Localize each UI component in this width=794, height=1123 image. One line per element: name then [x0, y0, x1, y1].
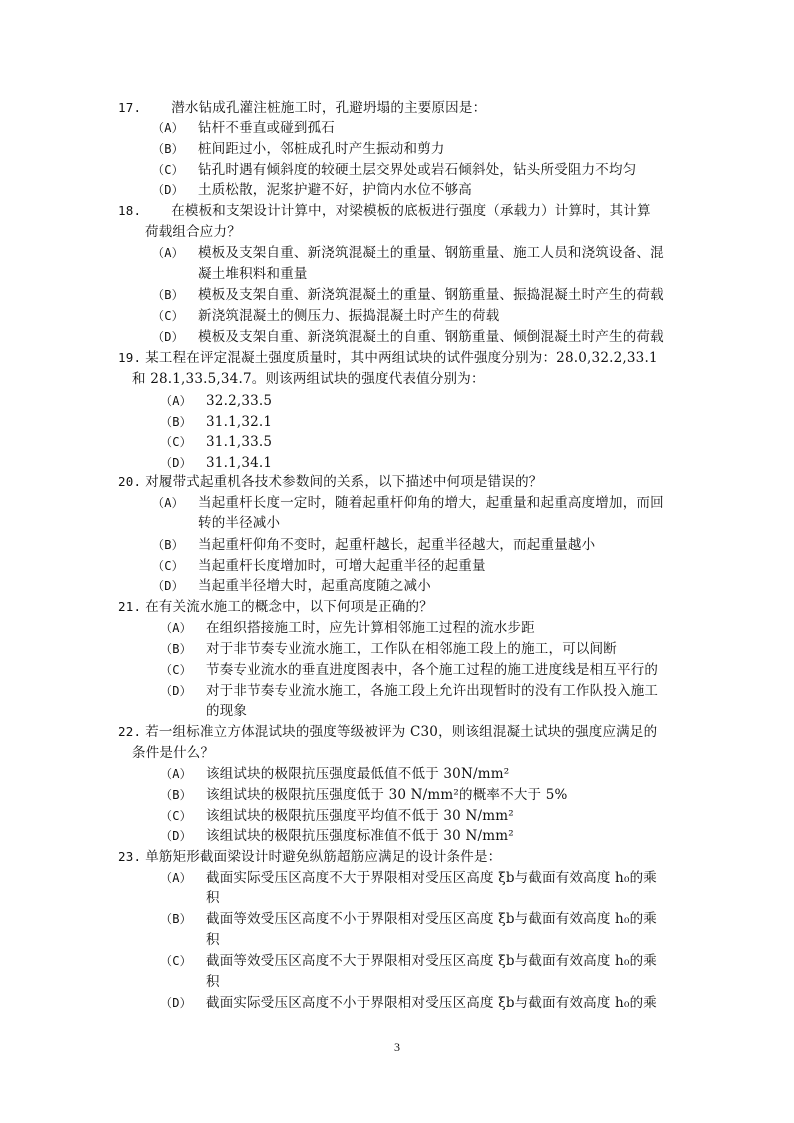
- option-text: 新浇筑混凝土的侧压力、振捣混凝土时产生的荷载: [198, 308, 500, 324]
- option-text: 32.2,33.5: [206, 393, 273, 409]
- option-label: （D）: [160, 829, 192, 843]
- question-number: 20.: [118, 474, 142, 489]
- option-label: （D）: [152, 183, 184, 197]
- option-text: 截面实际受压区高度不小于界限相对受压区高度 ξb与截面有效高度 h₀的乘: [206, 995, 657, 1011]
- option-text: 对于非节奏专业流水施工，各施工段上允许出现暂时的没有工作队投入施工: [206, 683, 659, 699]
- question-22-line-2: [132, 743, 214, 763]
- q23-option-b-line-2: [206, 930, 220, 950]
- q22-option-b: [160, 785, 568, 805]
- q19-option-b: [160, 412, 272, 432]
- option-label: （D）: [160, 996, 192, 1010]
- question-text: 某工程在评定混凝土强度质量时，其中两组试块的试件强度分别为：28.0,32.2,33.1: [145, 350, 658, 366]
- option-text: 该组试块的极限抗压强度低于 30 N/mm²的概率不大于 5%: [206, 787, 568, 803]
- question-22-line-1: [118, 722, 657, 742]
- option-label: （C）: [160, 435, 192, 449]
- question-17-line-1: [118, 98, 486, 118]
- option-text: 该组试块的极限抗压强度最低值不低于 30N/mm²: [206, 766, 510, 782]
- question-text: 对履带式起重机各技术参数间的关系，以下描述中何项是错误的？: [145, 474, 543, 490]
- option-text: 积: [206, 974, 220, 990]
- option-text: 节奏专业流水的垂直进度图表中，各个施工过程的施工进度线是相互平行的: [206, 662, 659, 678]
- option-label: （A）: [160, 621, 192, 635]
- option-label: （C）: [152, 559, 184, 573]
- option-label: （D）: [152, 579, 184, 593]
- option-label: （D）: [152, 330, 184, 344]
- option-text: 转的半径减小: [198, 515, 281, 531]
- q20-option-a: [152, 493, 664, 513]
- option-label: （D）: [160, 684, 192, 698]
- q23-option-d: [160, 993, 657, 1013]
- option-label: （B）: [152, 142, 184, 156]
- question-19-line-2: [132, 369, 485, 389]
- option-label: （C）: [160, 954, 192, 968]
- q18-option-a-line-2: [198, 264, 308, 284]
- q19-option-c: [160, 432, 272, 452]
- q18-option-c: [152, 306, 499, 326]
- option-text: 当起重半径增大时，起重高度随之减小: [198, 578, 431, 594]
- q22-option-d: [160, 826, 514, 846]
- option-text: 的现象: [206, 703, 248, 719]
- option-text: 截面等效受压区高度不大于界限相对受压区高度 ξb与截面有效高度 h₀的乘: [206, 953, 657, 969]
- option-label: （A）: [152, 246, 184, 260]
- option-text: 模板及支架自重、新浇筑混凝土的重量、钢筋重量、施工人员和浇筑设备、混: [198, 245, 664, 261]
- question-number: 22.: [118, 724, 142, 739]
- option-text: 钻孔时遇有倾斜度的较硬土层交界处或岩石倾斜处，钻头所受阻力不均匀: [198, 162, 637, 178]
- option-text: 凝土堆积料和重量: [198, 266, 308, 282]
- question-18-line-2: [145, 222, 241, 242]
- question-number: 17.: [118, 100, 142, 115]
- question-text: 条件是什么？: [132, 745, 215, 761]
- option-label: （C）: [152, 309, 184, 323]
- question-19-line-1: [118, 348, 658, 368]
- question-text: 在有关流水施工的概念中，以下何项是正确的？: [145, 599, 433, 615]
- q17-option-d: [152, 180, 472, 200]
- q20-option-a-line-2: [198, 513, 280, 533]
- question-text: 荷载组合应力？: [145, 224, 241, 240]
- option-label: （A）: [160, 394, 192, 408]
- option-label: （D）: [160, 456, 192, 470]
- question-text: 若一组标准立方体混试块的强度等级被评为 C30，则该组混凝土试块的强度应满足的: [145, 724, 658, 740]
- option-text: 当起重杆长度一定时，随着起重杆仰角的增大，起重量和起重高度增加，而回: [198, 495, 664, 511]
- q20-option-c: [152, 556, 486, 576]
- q20-option-d: [152, 576, 431, 596]
- option-label: （B）: [152, 288, 184, 302]
- option-text: 钻杆不垂直或碰到孤石: [198, 120, 335, 136]
- q17-option-c: [152, 160, 636, 180]
- q21-option-c: [160, 660, 658, 680]
- q23-option-c: [160, 951, 657, 971]
- question-23-line-1: [118, 847, 501, 867]
- question-number: 23.: [118, 849, 142, 864]
- question-text: 单筋矩形截面梁设计时避免纵筋超筋应满足的设计条件是：: [145, 849, 502, 865]
- option-label: （B）: [160, 415, 192, 429]
- option-label: （A）: [160, 871, 192, 885]
- q18-option-a: [152, 243, 664, 263]
- option-text: 积: [206, 932, 220, 948]
- option-text: 截面实际受压区高度不大于界限相对受压区高度 ξb与截面有效高度 h₀的乘: [206, 870, 657, 886]
- option-label: （B）: [160, 912, 192, 926]
- option-text: 模板及支架自重、新浇筑混凝土的自重、钢筋重量、倾倒混凝土时产生的荷载: [198, 329, 664, 345]
- question-number: 19.: [118, 350, 142, 365]
- option-text: 当起重杆仰角不变时，起重杆越长，起重半径越大，而起重量越小: [198, 537, 596, 553]
- option-text: 积: [206, 890, 220, 906]
- q21-option-d-line-2: [206, 701, 247, 721]
- option-label: （C）: [152, 163, 184, 177]
- option-text: 对于非节奏专业流水施工，工作队在相邻施工段上的施工，可以间断: [206, 641, 617, 657]
- option-label: （A）: [160, 767, 192, 781]
- question-text: 在模板和支架设计计算中，对梁模板的底板进行强度（承载力）计算时，其计算: [171, 203, 651, 219]
- q23-option-c-line-2: [206, 972, 220, 992]
- question-text: 和 28.1,33.5,34.7。则该两组试块的强度代表值分别为：: [132, 371, 485, 387]
- q21-option-b: [160, 639, 617, 659]
- option-text: 该组试块的极限抗压强度平均值不低于 30 N/mm²: [206, 808, 514, 824]
- q21-option-a: [160, 618, 535, 638]
- q18-option-d: [152, 327, 664, 347]
- option-label: （A）: [152, 496, 184, 510]
- q20-option-b: [152, 535, 595, 555]
- q19-option-a: [160, 391, 272, 411]
- q23-option-a: [160, 868, 657, 888]
- option-text: 土质松散，泥浆护避不好，护筒内水位不够高: [198, 182, 472, 198]
- option-text: 31.1,33.5: [206, 434, 273, 450]
- q23-option-a-line-2: [206, 888, 220, 908]
- option-text: 在组织搭接施工时，应先计算相邻施工过程的流水步距: [206, 620, 535, 636]
- q21-option-d: [160, 681, 658, 701]
- option-text: 31.1,34.1: [206, 455, 273, 471]
- question-21-line-1: [118, 597, 433, 617]
- question-number: 21.: [118, 599, 142, 614]
- q22-option-a: [160, 764, 509, 784]
- option-label: （C）: [160, 663, 192, 677]
- option-text: 当起重杆长度增加时，可增大起重半径的起重量: [198, 558, 486, 574]
- q19-option-d: [160, 453, 272, 473]
- option-label: （B）: [160, 788, 192, 802]
- q17-option-a: [152, 118, 335, 138]
- option-text: 桩间距过小，邻桩成孔时产生振动和剪力: [198, 141, 445, 157]
- question-18-line-1: [118, 201, 651, 221]
- option-label: （C）: [160, 809, 192, 823]
- option-text: 截面等效受压区高度不小于界限相对受压区高度 ξb与截面有效高度 h₀的乘: [206, 911, 657, 927]
- q18-option-b: [152, 285, 664, 305]
- option-label: （B）: [160, 642, 192, 656]
- question-number: 18.: [118, 203, 142, 218]
- q23-option-b: [160, 909, 657, 929]
- option-label: （A）: [152, 121, 184, 135]
- option-text: 模板及支架自重、新浇筑混凝土的重量、钢筋重量、振捣混凝土时产生的荷载: [198, 287, 664, 303]
- option-label: （B）: [152, 538, 184, 552]
- q22-option-c: [160, 806, 514, 826]
- option-text: 31.1,32.1: [206, 414, 273, 430]
- question-text: 潜水钻成孔灌注桩施工时，孔避坍塌的主要原因是：: [171, 100, 487, 116]
- page-number: 3: [394, 1040, 400, 1054]
- option-text: 该组试块的极限抗压强度标准值不低于 30 N/mm²: [206, 828, 514, 844]
- q17-option-b: [152, 139, 445, 159]
- question-20-line-1: [118, 472, 543, 492]
